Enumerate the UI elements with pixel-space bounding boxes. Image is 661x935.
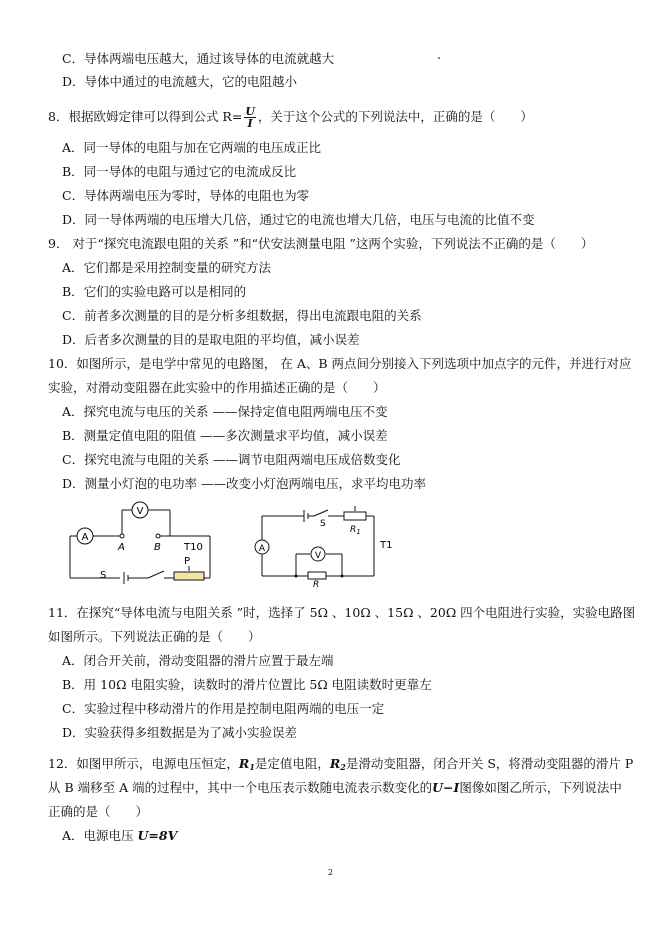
q9-option-c: C．前者多次测量的目的是分析多组数据，得出电流跟电阻的关系 — [62, 308, 422, 323]
figure-caption-t1: T1 — [380, 540, 393, 551]
point-b-label: B — [154, 542, 161, 553]
r1-subscript: 1 — [356, 528, 361, 536]
switch-label: S — [100, 570, 107, 581]
q10-option-b: B．测量定值电阻的阻值 ——多次测量求平均值，减小误差 — [62, 428, 388, 443]
ui-symbol: U−I — [432, 780, 460, 795]
q8-option-c: C．导体两端电压为零时，导体的电阻也为零 — [62, 188, 310, 203]
q12-line1-a: 12．如图甲所示，电源电压恒定， — [48, 756, 239, 771]
option-c-prev: C．导体两端电压越大，通过该导体的电流就越大 — [62, 51, 335, 66]
page-number: 2 — [327, 868, 334, 877]
r1-symbol-letter: R — [238, 756, 250, 771]
q8-stem-post: ，关于这个公式的下列说法中，正确的是（ ） — [257, 109, 533, 124]
ammeter-label-t1: A — [258, 544, 266, 554]
q8-stem — [48, 106, 533, 129]
q11-option-d: D．实验获得多组数据是为了减小实验误差 — [62, 725, 298, 740]
q12-stem-line3: 正确的是（ ） — [48, 804, 149, 819]
voltmeter-label-t1: V — [314, 551, 322, 561]
q12-stem-line1 — [48, 756, 633, 775]
point-a-label: A — [118, 542, 125, 553]
r1-label — [350, 525, 361, 536]
q10-option-c: C．探究电流与电阻的关系 ——调节电阻两端电压成倍数变化 — [62, 452, 401, 467]
option-d-prev: D．导体中通过的电流越大，它的电阻越小 — [62, 74, 298, 89]
circuit-diagram-t10 — [60, 500, 240, 592]
q12-line2-b: 图像如图乙所示，下列说法中 — [459, 780, 622, 795]
stray-dot — [438, 57, 440, 59]
q9-option-a: A．它们都是采用控制变量的研究方法 — [62, 260, 272, 275]
terminal-a — [120, 534, 124, 538]
switch-label-t1: S — [320, 519, 326, 529]
fraction-numerator: U — [245, 105, 255, 118]
junction-right — [341, 575, 344, 578]
fraction-denominator: I — [247, 117, 253, 130]
q12-option-a-pre: A．电源电压 — [62, 828, 138, 843]
r2-symbol — [330, 756, 346, 771]
q10-option-a: A．探究电流与电压的关系 ——保持定值电阻两端电压不变 — [62, 404, 388, 419]
r1-symbol-sub: 1 — [249, 762, 255, 772]
q8-option-a: A．同一导体的电阻与加在它两端的电压成正比 — [62, 140, 322, 155]
figure-caption-t10: T10 — [184, 542, 203, 553]
ammeter-label: A — [81, 532, 89, 543]
q12-line1-b: 是定值电阻， — [254, 756, 330, 771]
r1-symbol — [239, 756, 255, 771]
q12-option-a — [62, 828, 177, 844]
circuit-diagram-t1 — [250, 502, 400, 588]
r2-symbol-sub: 2 — [340, 762, 346, 772]
q11-stem-line2: 如图所示。下列说法正确的是（ ） — [48, 629, 261, 644]
q12-option-a-eq: U=8V — [137, 828, 178, 843]
q8-option-b: B．同一导体的电阻与通过它的电流成反比 — [62, 164, 297, 179]
q11-option-a: A．闭合开关前，滑动变阻器的滑片应置于最左端 — [62, 653, 334, 668]
q12-line1-c: 是滑动变阻器，闭合开关 S，将滑动变阻器的滑片 P — [345, 756, 634, 771]
q9-stem: 9． 对于“探究电流跟电阻的关系 ”和“伏安法测量电阻 ”这两个实验，下列说法不正确的是（ ） — [48, 236, 594, 251]
junction-left — [295, 575, 298, 578]
voltmeter-label: V — [136, 506, 144, 517]
q10-stem-line2: 实验，对滑动变阻器在此实验中的作用描述正确的是（ ） — [48, 380, 386, 395]
q11-stem-line1: 11．在探究“导体电流与电阻关系 ”时，选择了 5Ω 、10Ω 、15Ω 、20Ω 四个电阻进行实验，实验电路图 — [48, 605, 636, 620]
q10-option-d: D．测量小灯泡的电功率 ——改变小灯泡两端电压，求平均电功率 — [62, 476, 426, 491]
q11-option-c: C．实验过程中移动滑片的作用是控制电阻两端的电压一定 — [62, 701, 385, 716]
q9-option-b: B．它们的实验电路可以是相同的 — [62, 284, 247, 299]
ohm-fraction — [244, 106, 256, 129]
q8-stem-pre: 8．根据欧姆定律可以得到公式 R= — [48, 109, 243, 124]
q12-stem-line2 — [48, 780, 622, 796]
q8-option-d: D．同一导体两端的电压增大几倍，通过它的电流也增大几倍，电压与电流的比值不变 — [62, 212, 535, 227]
terminal-b — [156, 534, 160, 538]
q10-stem-line1: 10．如图所示，是电学中常见的电路图， 在 A、B 两点间分别接入下列选项中加点字的元件，并进行对应 — [48, 356, 632, 371]
r2-symbol-letter: R — [329, 756, 341, 771]
q9-option-d: D．后者多次测量的目的是取电阻的平均值，减小误差 — [62, 332, 360, 347]
q12-line2-a: 从 B 端移至 A 端的过程中，其中一个电压表示数随电流表示数变化的 — [48, 780, 433, 795]
r1-letter: R — [350, 525, 357, 535]
q11-option-b: B．用 10Ω 电阻实验，读数时的滑片位置比 5Ω 电阻读数时更靠左 — [62, 677, 432, 692]
r-label: R — [313, 580, 320, 588]
slider-label: P — [184, 556, 191, 567]
